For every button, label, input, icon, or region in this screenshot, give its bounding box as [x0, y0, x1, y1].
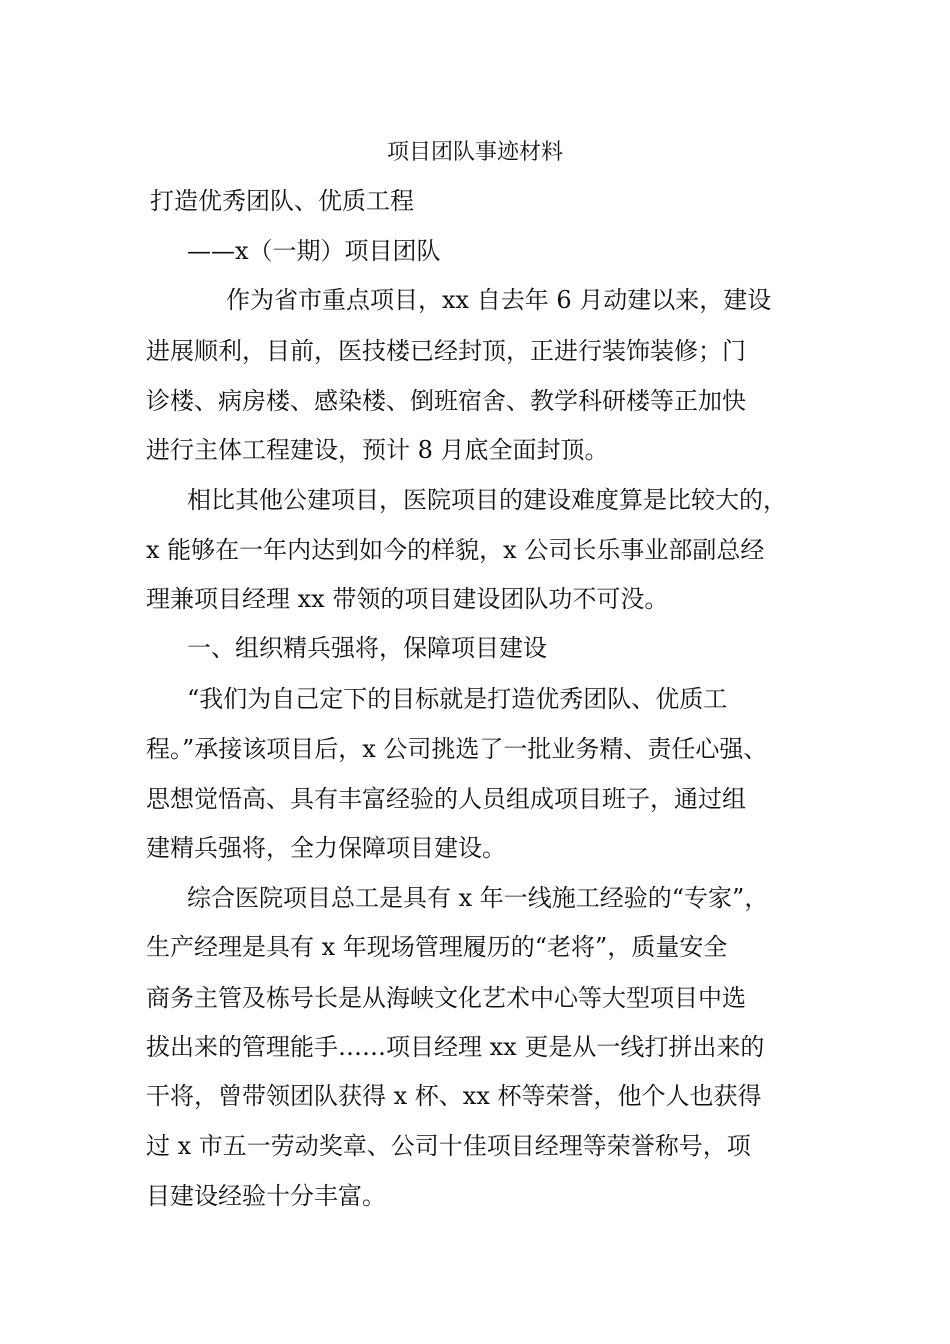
document-title: 项目团队事迹材料: [386, 140, 563, 165]
paragraph-3-line-2: 程。”承接该项目后，x 公司挑选了一批业务精、责任心强、: [146, 735, 768, 763]
paragraph-2-line-2: x 能够在一年内达到如今的样貌，x 公司长乐事业部副总经: [146, 536, 765, 564]
paragraph-4-line-3: 商务主管及栋号长是从海峡文化艺术中心等大型项目中选: [146, 984, 746, 1012]
paragraph-4-line-5: 干将，曾带领团队获得 x 杯、xx 杯等荣誉，他个人也获得: [146, 1082, 762, 1110]
document-subtitle: 打造优秀团队、优质工程: [150, 187, 414, 215]
section-1-heading: 一、组织精兵强将，保障项目建设: [187, 634, 547, 662]
paragraph-1-line-2: 进展顺利，目前，医技楼已经封顶，正进行装饰装修；门: [146, 337, 746, 365]
paragraph-3-line-3: 思想觉悟高、具有丰富经验的人员组成项目班子，通过组: [146, 785, 746, 813]
paragraph-1-line-3: 诊楼、病房楼、感染楼、倒班宿舍、教学科研楼等正加快: [146, 387, 746, 415]
paragraph-1-line-1: 作为省市重点项目，xx 自去年 6 月动建以来，建设: [226, 286, 772, 314]
paragraph-4-line-2: 生产经理是具有 x 年现场管理履历的“老将”，质量安全: [146, 933, 728, 961]
paragraph-2-line-1: 相比其他公建项目，医院项目的建设难度算是比较大的，: [187, 486, 787, 514]
paragraph-1-line-4: 进行主体工程建设，预计 8 月底全面封顶。: [146, 436, 609, 464]
paragraph-2-line-3: 理兼项目经理 xx 带领的项目建设团队功不可没。: [146, 585, 669, 613]
paragraph-4-line-6: 过 x 市五一劳动奖章、公司十佳项目经理等荣誉称号，项: [146, 1132, 751, 1160]
paragraph-3-line-1: “我们为自己定下的目标就是打造优秀团队、优质工: [187, 685, 728, 713]
paragraph-3-line-4: 建精兵强将，全力保障项目建设。: [146, 834, 506, 862]
paragraph-4-line-7: 目建设经验十分丰富。: [146, 1182, 386, 1210]
paragraph-4-line-1: 综合医院项目总工是具有 x 年一线施工经验的“专家”，: [187, 884, 769, 912]
document-byline: ——x（一期）项目团队: [187, 237, 441, 265]
paragraph-4-line-4: 拔出来的管理能手……项目经理 xx 更是从一线打拼出来的: [146, 1033, 765, 1061]
